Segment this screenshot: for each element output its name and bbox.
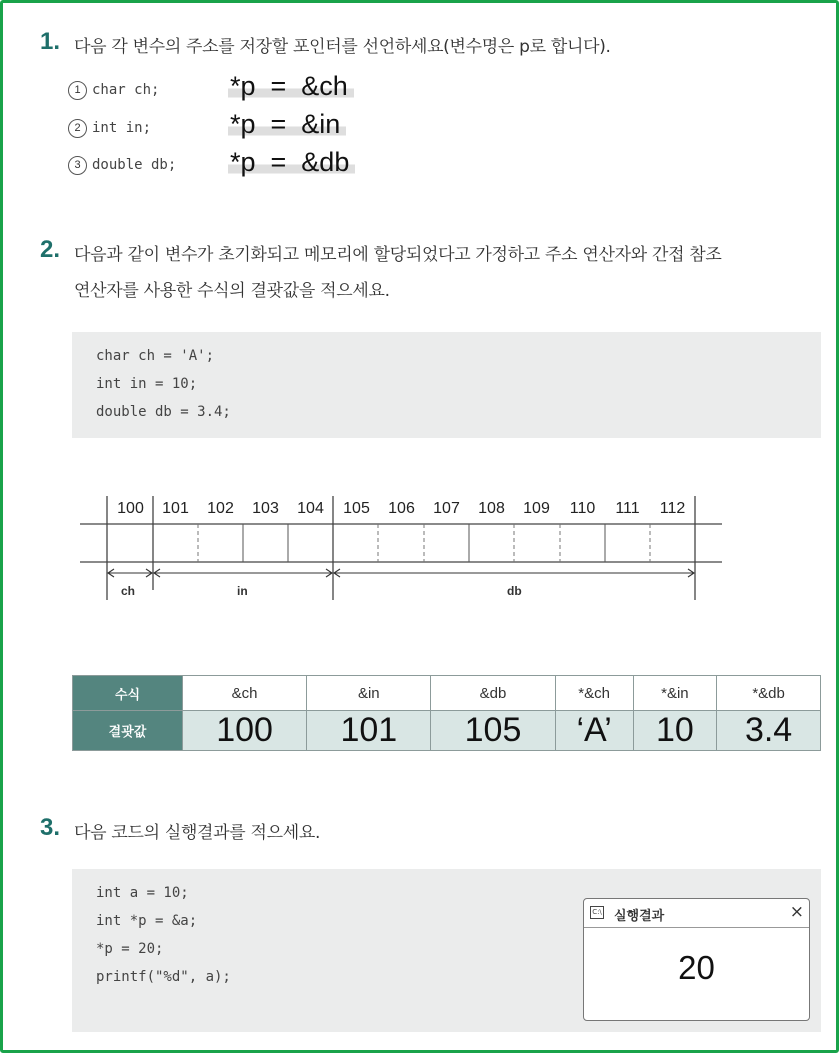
table-cell-result: 105: [431, 711, 555, 751]
range-label-in: in: [237, 584, 248, 598]
result-window-title: 실행결과: [614, 909, 665, 924]
circled-number-1: 1: [68, 81, 87, 100]
q1-number: 1.: [40, 28, 61, 55]
memory-address: 107: [433, 500, 460, 517]
memory-address: 103: [252, 500, 279, 517]
memory-address: 106: [388, 500, 415, 517]
q1-item-1-code: char ch;: [92, 82, 160, 98]
table-cell-result: ‘A’: [555, 711, 633, 751]
code-line: printf("%d", a);: [96, 969, 231, 985]
result-window-titlebar: [584, 899, 809, 928]
close-icon[interactable]: ×: [789, 902, 804, 922]
code-line: double db = 3.4;: [96, 404, 231, 420]
table-cell-expression: *&db: [717, 676, 821, 711]
q1-text: 다음 각 변수의 주소를 저장할 포인터를 선언하세요(변수명은 p로 합니다).: [74, 37, 611, 57]
memory-address: 100: [117, 500, 144, 517]
table-cell-result: 3.4: [717, 711, 821, 751]
table-cell-expression: &db: [431, 676, 555, 711]
code-line: int in = 10;: [96, 376, 198, 392]
memory-address: 102: [207, 500, 234, 517]
code-line: *p = 20;: [96, 941, 164, 957]
q1-answer-1: *p = &ch: [228, 71, 354, 101]
memory-address: 101: [162, 500, 189, 517]
memory-address: 108: [478, 500, 505, 517]
table-cell-result: 100: [183, 711, 307, 751]
circled-number-2: 2: [68, 119, 87, 138]
range-label-db: db: [507, 584, 522, 598]
terminal-icon: C:\: [590, 906, 604, 919]
q1-item-3-code: double db;: [92, 157, 177, 173]
memory-address: 111: [615, 500, 640, 517]
table-cell-result: 10: [633, 711, 717, 751]
table-cell-expression: &ch: [183, 676, 307, 711]
q3-text: 다음 코드의 실행결과를 적으세요.: [74, 823, 321, 843]
table-cell-expression: *&in: [633, 676, 717, 711]
table-header-result: 결괏값: [73, 711, 183, 751]
q2-text-line2: 연산자를 사용한 수식의 결괏값을 적으세요.: [74, 281, 390, 301]
code-line: int *p = &a;: [96, 913, 198, 929]
q3-number: 3.: [40, 814, 61, 841]
memory-address: 104: [297, 500, 324, 517]
result-window: [583, 898, 810, 1021]
table-cell-expression: *&ch: [555, 676, 633, 711]
memory-address: 109: [523, 500, 550, 517]
q1-answer-3: *p = &db: [228, 147, 355, 177]
q1-answer-2: *p = &in: [228, 109, 346, 139]
table-cell-result: 101: [307, 711, 431, 751]
table-cell-expression: &in: [307, 676, 431, 711]
memory-address: 110: [569, 500, 596, 517]
result-table: [72, 675, 821, 751]
q1-item-2-code: int in;: [92, 120, 152, 136]
code-line: char ch = 'A';: [96, 348, 215, 364]
range-label-ch: ch: [121, 584, 136, 598]
table-header-expression: 수식: [73, 676, 183, 711]
result-output: 20: [678, 949, 715, 986]
memory-address: 112: [659, 500, 686, 517]
q2-number: 2.: [40, 236, 61, 263]
q2-text-line1: 다음과 같이 변수가 초기화되고 메모리에 할당되었다고 가정하고 주소 연산자와 간접 참조: [74, 245, 722, 265]
code-line: int a = 10;: [96, 885, 189, 901]
memory-address: 105: [343, 500, 370, 517]
circled-number-3: 3: [68, 156, 87, 175]
